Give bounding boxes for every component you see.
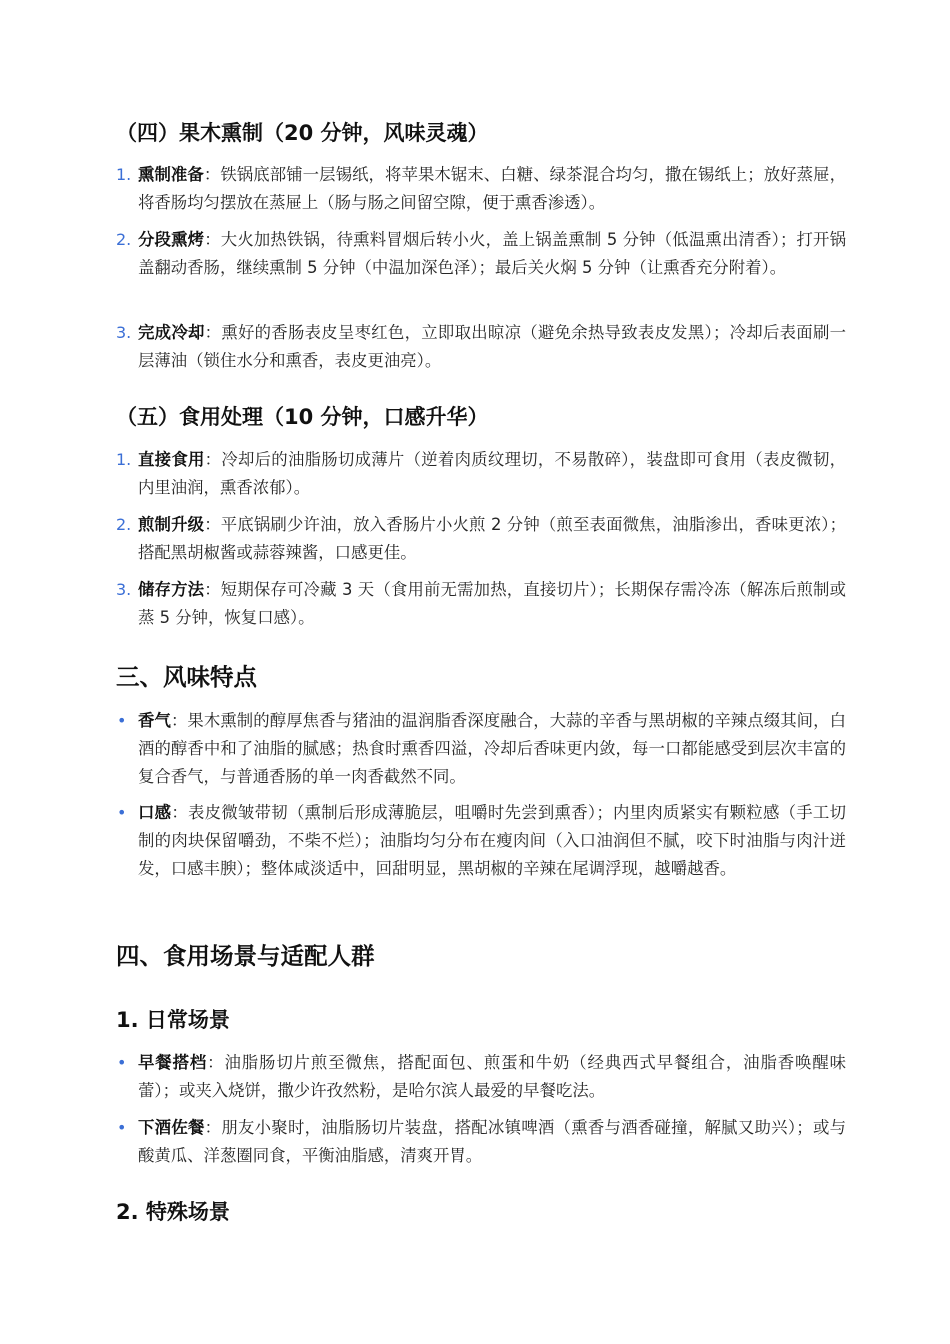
list-item-smoke-3	[116, 319, 846, 375]
list-number: 2.	[116, 230, 132, 249]
item-body: ：熏好的香肠表皮呈枣红色，立即取出晾凉（避免余热导致表皮发黑）；冷却后表面刷一层薄油（锁住水分和熏香，表皮更油亮）。	[138, 323, 846, 370]
list-item-eat-3	[116, 576, 846, 632]
item-label: 煎制升级	[138, 515, 205, 534]
item-body: ：冷却后的油脂肠切成薄片（逆着肉质纹理切，不易散碎），装盘即可食用（表皮微韧，内里油润，熏香浓郁）。	[138, 450, 846, 497]
item-label: 储存方法	[138, 580, 205, 599]
item-body: ：大火加热铁锅，待熏料冒烟后转小火，盖上锅盖熏制 5 分钟（低温熏出清香）；打开锅盖翻动香肠，继续熏制 5 分钟（中温加深色泽）；最后关火焖 5 分钟（让熏香充分附着）。	[138, 230, 847, 277]
item-body: ：果木熏制的醇厚焦香与猪油的温润脂香深度融合，大蒜的辛香与黑胡椒的辛辣点缀其间，白酒的醇香中和了油脂的腻感；热食时熏香四溢，冷却后香味更内敛，每一口都能感受到层次丰富的复合香气，与普通香肠的单一肉香截然不同。	[138, 711, 847, 786]
item-body: ：朋友小聚时，油脂肠切片装盘，搭配冰镇啤酒（熏香与酒香碰撞，解腻又助兴）；或与酸黄瓜、洋葱圈同食，平衡油脂感，清爽开胃。	[138, 1118, 846, 1165]
list-item-text	[138, 511, 846, 567]
list-item-text	[138, 1114, 846, 1170]
list-item-text	[138, 707, 846, 791]
item-label: 口感	[138, 803, 172, 822]
list-number: 3.	[116, 323, 132, 342]
bullet-icon: •	[117, 711, 127, 730]
list-item-eat-1	[116, 446, 846, 502]
list-item-smoke-2	[116, 226, 846, 282]
item-label: 分段熏烤	[138, 230, 205, 249]
section-title-scenes: 四、食用场景与适配人群	[116, 942, 375, 970]
list-number: 2.	[116, 515, 132, 534]
bullet-icon: •	[117, 1053, 127, 1072]
subsection-title-daily: 1. 日常场景	[116, 1008, 230, 1032]
bullet-icon: •	[117, 803, 127, 822]
item-body: ：平底锅刷少许油，放入香肠片小火煎 2 分钟（煎至表面微焦，油脂渗出，香味更浓）；搭配黑胡椒酱或蒜蓉辣酱，口感更佳。	[138, 515, 847, 562]
list-item-text	[138, 226, 846, 282]
list-item-drinks	[116, 1114, 846, 1170]
list-item-text	[138, 799, 846, 883]
list-item-breakfast	[116, 1049, 846, 1105]
list-number: 1.	[116, 450, 132, 469]
item-label: 直接食用	[138, 450, 205, 469]
list-item-eat-2	[116, 511, 846, 567]
list-item-text	[138, 161, 846, 217]
list-item-text	[138, 319, 846, 375]
list-item-text	[138, 576, 846, 632]
list-item-text	[138, 446, 846, 502]
subsection-title-special: 2. 特殊场景	[116, 1200, 230, 1224]
section-title-smoking: （四）果木熏制（20 分钟，风味灵魂）	[116, 121, 489, 145]
item-body: ：表皮微皱带韧（熏制后形成薄脆层，咀嚼时先尝到熏香）；内里肉质紧实有颗粒感（手工切制的肉块保留嚼劲，不柴不烂）；油脂均匀分布在瘦肉间（入口油润但不腻，咬下时油脂与肉汁迸发，口感丰腴）；整体咸淡适中，回甜明显，黑胡椒的辛辣在尾调浮现，越嚼越香。	[138, 803, 846, 878]
bullet-icon: •	[117, 1118, 127, 1137]
item-label: 完成冷却	[138, 323, 205, 342]
list-item-flavor-aroma	[116, 707, 846, 791]
list-number: 3.	[116, 580, 132, 599]
list-item-flavor-texture	[116, 799, 846, 883]
list-item-smoke-1	[116, 161, 846, 217]
list-item-text	[138, 1049, 846, 1105]
item-body: ：铁锅底部铺一层锡纸，将苹果木锯末、白糖、绿茶混合均匀，撒在锡纸上；放好蒸屉，将香肠均匀摆放在蒸屉上（肠与肠之间留空隙，便于熏香渗透）。	[138, 165, 847, 212]
item-label: 香气	[138, 711, 171, 730]
item-body: ：短期保存可冷藏 3 天（食用前无需加热，直接切片）；长期保存需冷冻（解冻后煎制或蒸 5 分钟，恢复口感）。	[138, 580, 847, 627]
item-label: 下酒佐餐	[138, 1118, 205, 1137]
item-body: ：油脂肠切片煎至微焦，搭配面包、煎蛋和牛奶（经典西式早餐组合，油脂香唤醒味蕾）；或夹入烧饼，撒少许孜然粉，是哈尔滨人最爱的早餐吃法。	[138, 1053, 847, 1100]
item-label: 熏制准备	[138, 165, 204, 184]
section-title-flavor: 三、风味特点	[116, 663, 257, 691]
section-title-eating: （五）食用处理（10 分钟，口感升华）	[116, 405, 489, 429]
item-label: 早餐搭档	[138, 1053, 208, 1072]
list-number: 1.	[116, 165, 132, 184]
